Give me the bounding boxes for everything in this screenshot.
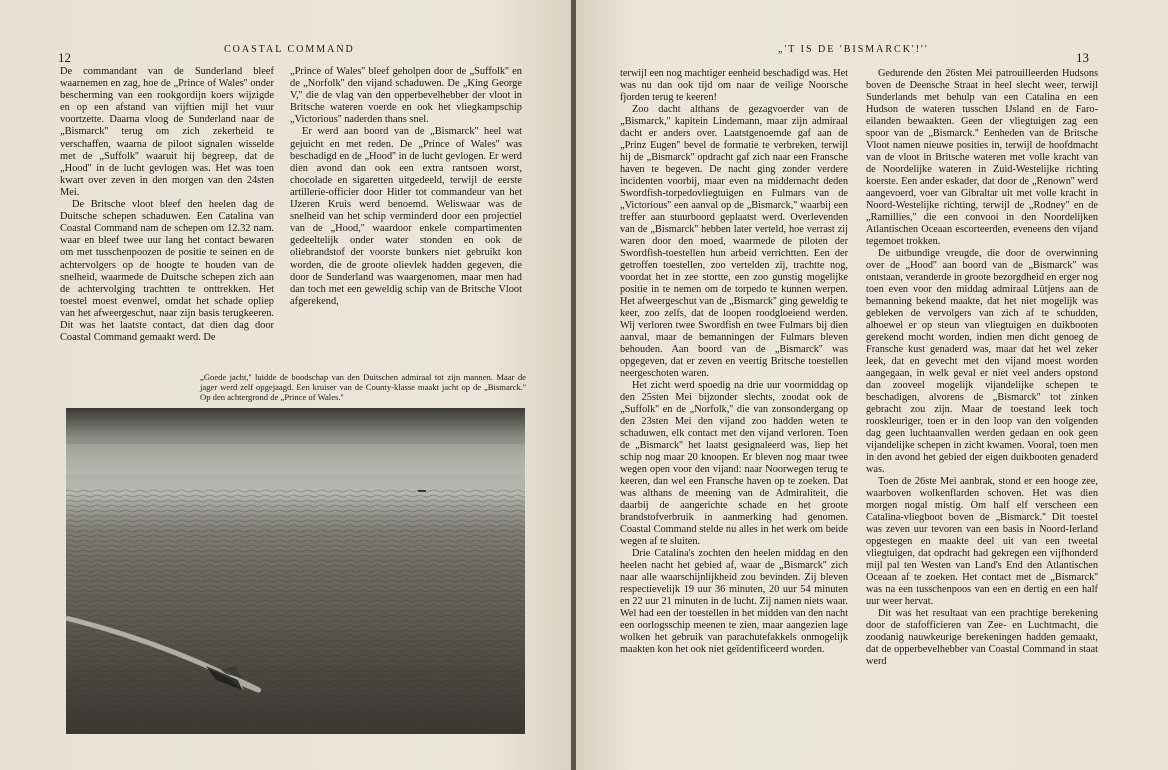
photo-caption: „Goede jacht,'' luidde de boodschap van den Duitschen admiraal tot zijn mannen. Maar de jager werd zelf opgejaagd. Een kruiser van de County-klasse maakt jacht op de „Bismarck.'' Op den achtergrond de „Prince of Wales.'' (200, 372, 526, 403)
text-column-2 (290, 66, 522, 308)
paragraph: De commandant van de Sunderland bleef waarnemen en zag, hoe de „Prince of Wales'' onder bescherming van een rookgordijn koers wijzigde en op een afstand van vijftien mijl het vuur voortzette. Daarna vloog de Sunderland naar de „Bismarck'' terug om zich zekerheid te verschaffen, waarna de piloot signalen wisselde met de „Suffolk'' waaruit hij begreep, dat de „Hood'' in de lucht gevlogen was. Het was toen kwart over zeven in den morgen van den 24sten Mei. (60, 66, 274, 198)
paragraph: Drie Catalina's zochten den heelen middag en den heelen nacht het gebied af, waar de „Bismarck'' zich naar alle waarschijnlijkheid zou bevinden. Zij bleven respectievelijk 19 uur 36 minuten, 20 uur 54 minuten en 22 uur 21 minuten in de lucht. Zij namen niets waar. Wel had een der toestellen in het midden van den nacht een oorlogsschip meenen te zien, maar aangezien lage wolken het gebruik van parachutefakkels onmogelijk maakten kon het ook niet geïdentificeerd worden. (620, 548, 848, 655)
paragraph: „Prince of Wales'' bleef geholpen door de „Suffolk'' en de „Norfolk'' den vijand schaduwen. De „King George V,'' die de vlag van den opperbevelhebber der vloot in Britsche wateren voerde en ook het vliegkampschip „Victorious'' naderden thans snel. (290, 66, 522, 126)
right-page (576, 0, 1168, 770)
page-number: 13 (1076, 50, 1089, 65)
paragraph: Er werd aan boord van de „Bismarck'' heel wat gejuicht en met reden. De „Prince of Wales'' was beschadigd en de „Hood'' in de lucht gevlogen. Er werd dien avond dan ook een extra rantsoen worst, chocolade en sigaretten uitgedeeld, terwijl de eerste artillerie-officier door Hitler tot commandeur van het IJzeren Kruis werd benoemd. Weliswaar was de snelheid van het schip verminderd door een projectiel van de „Hood,'' waardoor enkele compartimenten gedeeltelijk onder water stonden en ook de oliebrandstof der voorste bunkers niet gebruikt kon worden, die de groote olievlek hadden gegeven, die door de Sunderland was waargenomen, maar men had dan toch met een geweldig schip van de Britsche Vloot afgerekend, (290, 126, 522, 307)
distant-ship (418, 490, 426, 492)
paragraph: Toen de 26ste Mei aanbrak, stond er een hooge zee, waarboven wolkenflarden schoven. Het was dien morgen nogal mistig. Om half elf verscheen een Catalina-vliegboot boven de „Bismarck.'' Dit toestel was zeven uur tevoren van een basis in Noord-Ierland opgestegen en maakte deel uit van een tweetal vliegtuigen, dat opdracht had gekregen een vijfhonderd mijl pal ten Westen van Land's End den Atlantischen Oceaan af te zoeken. Het contact met de „Bismarck'' was na een tusschenpoos van een en dertig en een half uur weer hervat. (866, 476, 1098, 607)
paragraph: Dit was het resultaat van een prachtige berekening door de stafofficieren van Zee- en Luchtmacht, die zoodanig nauwkeurige berekeningen hadden gemaakt, dat de opperbevelhebber van Coastal Command in staat werd (866, 608, 1098, 667)
page-number: 12 (58, 50, 71, 65)
text-column-1 (620, 68, 848, 656)
paragraph: Zoo dacht althans de gezagvoerder van de „Bismarck,'' kapitein Lindemann, maar zijn admiraal dacht er anders over. Laatstgenoemde gaf aan de „Prinz Eugen'' bevel de formatie te verbreken, terwijl hij de „Bismarck'' opdracht gaf zich naar een Fransche haven te begeven. De nacht ging zonder verdere incidenten voorbij, maar even na middernacht deden Swordfish-torpedovliegtuigen en Fulmars van de „Victorious'' een aanval op de „Bismarck,'' waarbij een treffer aan stuurboord geplaatst werd. Overlevenden van de „Bismarck'' hebben later verteld, hoe verrast zij waren door den moed, waarmede de piloten der Swordfish-toestellen hun arbeid verrichtten. Een der getroffen toestellen, zoo vertelden zij, trachtte nog, voordat het in zee stortte, een zoo gunstig mogelijke positie in te nemen om de torpedo te kunnen werpen. Het afweergeschut van de „Bismarck'' ging geweldig te keer, zoo zelfs, dat de loopen roodgloeiend werden. Wij verloren twee Swordfish en twee Fulmars bij dien aanval, maar de bemanningen der Fulmars bleven behouden. Aan boord van de „Bismarck'' was opgegeven, dat er zeven en veertig Britsche toestellen neergeschoten waren. (620, 104, 848, 379)
left-page (0, 0, 573, 770)
paragraph: De Britsche vloot bleef den heelen dag de Duitsche schepen schaduwen. Een Catalina van Coastal Command nam de schepen om 12.32 nam. waar en bleef twee uur lang het contact bewaren om met tusschenpoozen de positie te seinen en de achtervolgers op de hoogte te houden van de snelheid, waarmede de Duitsche schepen zich aan de achtervolging trachtten te onttrekken. Het toestel moest evenwel, omdat het schade opliep van het afweergeschut, naar zijn basis terugkeeren. Dit was het laatste contact, dat dien dag door Coastal Command gemaakt werd. De (60, 199, 274, 344)
text-column-1 (60, 66, 274, 344)
paragraph: Gedurende den 26sten Mei patrouilleerden Hudsons boven de Deensche Straat in heel slecht weer, terwijl Sunderlands met behulp van een Catalina en een Hudson de wateren tusschen IJsland en de Faro-eilanden bewaakten. Geen der vliegtuigen zag een spoor van de „Bismarck.'' Eenheden van de Britsche Vloot namen nieuwe posities in, terwijl de hoofdmacht van de vloot in Britsche wateren met volle kracht van de Noordelijke wateren in Zuid-Westelijke richting koerste. Een ander eskader, dat door de „Renown'' werd aangevoerd, voer van Gibraltar uit met volle kracht in Noord-Westelijke richting, terwijl de „Rodney'' en de „Ramillies,'' die een convooi in den Noordelijken Atlantischen Oceaan escorteerden, eveneens den vijand tegemoet trokken. (866, 68, 1098, 247)
photo-graphic (66, 408, 525, 734)
paragraph: terwijl een nog machtiger eenheid beschadigd was. Het was nu dan ook tijd om naar de veilige Noorsche fjorden terug te keeren! (620, 68, 848, 103)
aerial-ship-photo (66, 408, 525, 734)
running-head: COASTAL COMMAND (224, 44, 355, 55)
running-head: „'T IS DE 'BISMARCK'!'' (778, 44, 929, 55)
paragraph: Het zicht werd spoedig na drie uur voormiddag op den 25sten Mei bijzonder slechts, zoodat ook de „Suffolk'' en de „Norfolk,'' die van zonsondergang op den 23sten Mei den vijand zoo hadden weten te schaduwen, elk contact met den vijand verloren. Toen de „Bismarck'' het laatst gesignaleerd was, liep het schip nog maar 20 knoopen. Er bleven nog maar twee wegen open voor den vijand: naar Noorwegen terug te keeren, dan wel een Fransche haven op te zoeken. Dat was althans de meening van de Admiraliteit, die daarbij de aangerichte schade en het groote brandstofverbruik in aanmerking had genomen. Coastal Command stelde nu alles in het werk om beide wegen af te sluiten. (620, 380, 848, 547)
paragraph: De uitbundige vreugde, die door de overwinning over de „Hood'' aan boord van de „Bismarck'' was ontstaan, veranderde in groote bezorgdheid en erger nog toen even voor den middag admiraal Lütjens aan de bemanning bekend maakte, dat het niet mogelijk was gebleken de vervolgers van zich af te schudden, alhoewel er op steun van vliegtuigen en duikbooten gerekend mocht worden, indien men dicht genoeg de Fransche kust genaderd was, maar dat het wel zeker leek, dat en gevecht met den vijand moest worden aangegaan, in welk geval er niet veel anders opstond dan zooveel mogelijk vijandelijke schepen te beschadigen, alvorens de „Bismarck'' tot zinken gebracht zou zijn. Maar de toestand leek toch rooskleuriger, toen er in den loop van den volgenden dag geen luchtaanvallen werden gedaan en ook geen vijandelijke schepen in zicht kwamen. Vooral, toen men in den avond het gebied der eigen duikbooten genaderd was. (866, 248, 1098, 475)
text-column-2 (866, 68, 1098, 668)
